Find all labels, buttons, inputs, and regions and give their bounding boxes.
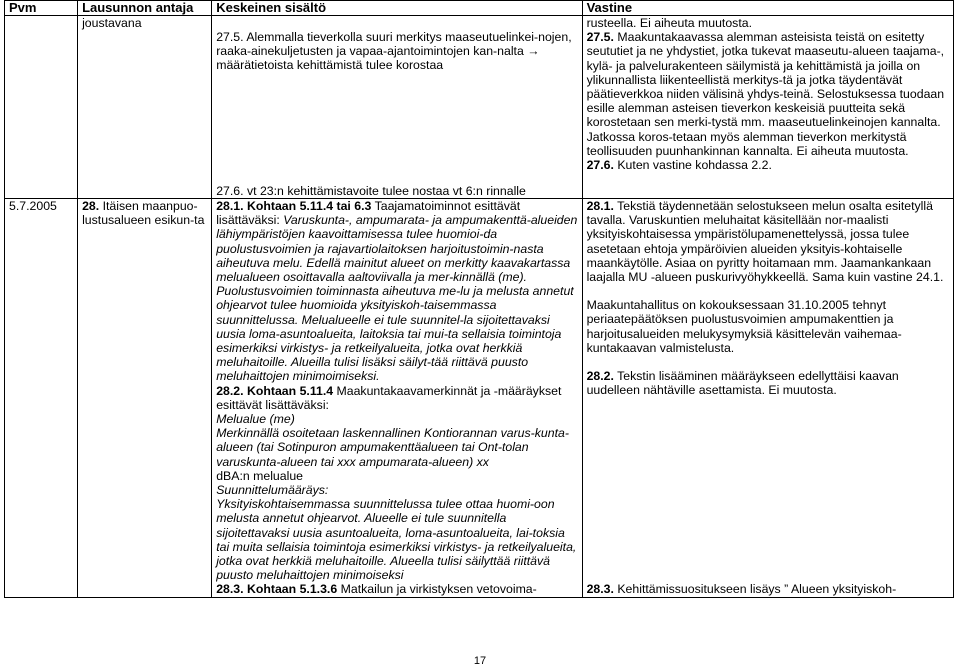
row1-response-item-27-5: [587, 30, 949, 158]
content-italic-line: Merkinnällä osoitetaan laskennallinen Kontiorannan varus-kunta-alueen (tai Sotinpuron ampumakenttäalueen tai Ont-tolan varuskunta-alueen tai xxx ampumarata-alueen) xx: [216, 426, 569, 469]
content-italic-line: Suunnittelumääräys:: [216, 483, 329, 498]
item-number: 27.6.: [216, 183, 244, 198]
response-item-28-1: [587, 199, 949, 284]
item-number: 28.2.: [586, 369, 614, 384]
row1-content-item-27-5: [216, 30, 577, 73]
row2-date-cell: 5.7.2005: [5, 199, 78, 598]
response-item-28-1-decision: Maakuntahallitus on kokouksessaan 31.10.2005 tehnyt periaatepäätöksen puolustusvoimien ampumakenttien ja harjoitusalueiden melukysymyksiä käsittelevän vaihemaa-kuntakaavan valmistelusta.: [586, 298, 902, 355]
page-number: 17: [473, 655, 487, 667]
item-text: vt 23:n kehittämistavoite tulee nostaa vt 6:n rinnalle: [246, 183, 526, 198]
item-heading: 28.2. Kohtaan 5.11.4: [216, 383, 334, 398]
item-text: Maakuntakaavamerkinnät ja -määräykset esittävät lisättäväksi:: [216, 383, 562, 412]
response-item-28-3: [587, 582, 897, 596]
item-heading: 28.1. Kohtaan 5.11.4 tai 6.3: [216, 199, 372, 213]
item-italic-text: Varuskunta-, ampumarata- ja ampumakenttä-alueiden lähiympäristöjen kaavoittamisessa tulee huomioi-da puolustusvoimien ja rajavartiolaitoksen harjoitustoimin-nasta aiheutuva melu. Edellä mainitut alueet on merkitty kaavakartassa melualueen osoittavalla aaltoviivalla ja mer-kinnällä (me). Puolustusvoimien toiminnasta aiheutuva me-lu ja melusta annetut ohjearvot tulee huomioida yksityiskoh-taisemmassa suunnittelussa. Melualueelle ei tule suunnitel-la sijoitettavaksi uusia loma-asuntoalueita, laitoksia tai mui-ta sellaisia toimintoja esimerkiksi virkistys- ja retkeilyalueita, jotka ovat herkkiä meluhaitoille. Alueilla tulisi lisäksi säilyt-tää riittävä puusto meluhaittojen minimoimiseksi.: [216, 213, 578, 384]
item-text: Tekstin lisääminen määräykseen edellyttäisi kaavan uudelleen nähtäville asettamista. Ei muutosta.: [586, 369, 899, 398]
row2-content-cell: [212, 199, 582, 598]
header-keskeinen-sisalto: Keskeinen sisältö: [212, 1, 582, 16]
item-text: Tekstiä täydennetään selostukseen melun osalta esitetyllä tavalla. Varuskuntien meluhaitat käsitellään nor-maalisti yksityiskohtaisessa ympäristölupamenettelyssä, jossa tulee asetetaan ehtoja ympäröivien alueiden yksityis-kohtaiselle maankäytölle. Asiaa on pyritty hoitamaan mm. Jaamankankaan laajalla MU -alueen puskurivyöhykkeellä. Sama kuin vastine 24.1.: [586, 199, 944, 285]
content-item-28-2: [216, 384, 577, 412]
giver-text: Itäisen maanpuo-lustusalueen esikun-ta: [82, 199, 205, 228]
giver-number: 28.: [82, 199, 100, 213]
content-italic-line: Yksityiskohtaisemmassa suunnittelussa tulee ottaa huomi-oon melusta annetut ohjearvot. Alueelle ei tule suunnitella sijoitettavaksi uusia asuntoalueita, loma-asuntoalueita, lai-toksia tai muita sellaisia toimintoja esimerkiksi virkistys- ja retkeilyalueita, jotka ovat herkkiä meluhaitoille. Alueella tulisi säilyttää riittävä puusto meluhaittojen minimoiseksi: [216, 497, 577, 583]
item-number: 28.1.: [586, 199, 614, 213]
item-text: Kuten vastine kohdassa 2.2.: [617, 158, 772, 173]
row2-response-cell: [582, 199, 953, 598]
content-item-28-3: [216, 582, 577, 596]
row1-giver-text: joustavana: [82, 16, 142, 30]
table-header-row: [5, 1, 954, 16]
item-heading: 28.3. Kohtaan 5.1.3.6: [216, 582, 338, 597]
item-number: 27.5.: [216, 30, 244, 44]
statement-table: [4, 0, 954, 598]
content-italic-line: Melualue (me): [216, 412, 295, 427]
row1-response-cell: [582, 16, 953, 199]
header-lausunnon-antaja: Lausunnon antaja: [78, 1, 212, 16]
row1-content-cell: [212, 16, 582, 199]
item-number: 28.3.: [586, 582, 614, 597]
item-text: Maakuntakaavassa alemman asteisista teistä on esitetty seututiet ja ne yhdystiet, jotka tukevat maaseutu-alueen taajama-, kylä- ja palvelurakenteen säilymistä ja kehittämistä ja joilla on ylikunnallista liikenteellistä merkitys-tä ja jotka täydentävät päätieverkkoa niiden välisinä yhdys-teinä. Selostuksessa tuodaan esille alemman asteisen tieverkon keskeisiä puutteita sekä korostetaan sen merki-tystä mm. maaseutuelinkeinojen kannalta. Jatkossa koros-tetaan myös alemman tieverkon merkitystä teollisuuden puunhankinnan kannalta. Ei aiheuta muutosta.: [586, 30, 945, 158]
item-number: 27.5.: [586, 30, 614, 45]
row1-content-item-27-6: [216, 184, 526, 198]
table-row: [5, 16, 954, 199]
content-line: dBA:n melualue: [216, 468, 304, 483]
item-text: Taajamatoiminnot esittävät lisättäväksi:: [216, 199, 521, 228]
table-row: [5, 199, 954, 598]
response-item-28-2: [587, 369, 949, 397]
item-number: 27.6.: [586, 158, 614, 173]
row1-date-cell: [5, 16, 78, 199]
row1-response-cont: rusteella. Ei aiheuta muutosta.: [586, 16, 752, 30]
row1-giver-cell: [78, 16, 212, 199]
row2-giver-cell: [78, 199, 212, 598]
item-text: Matkailun ja virkistyksen vetovoima-: [340, 582, 537, 597]
item-text: Kehittämissuositukseen lisäys ” Alueen yksityiskoh-: [617, 582, 897, 597]
row1-response-item-27-6: [587, 158, 949, 172]
item-text: Alemmalla tieverkolla suuri merkitys maaseutuelinkei-nojen, raaka-ainekuljetusten ja vapaa-ajantoimintojen kan-nalta → määrätietoista kehittämistä tulee korostaa: [216, 30, 572, 73]
header-pvm: Pvm: [5, 1, 78, 16]
header-vastine: Vastine: [582, 1, 953, 16]
content-item-28-1: [216, 199, 577, 384]
